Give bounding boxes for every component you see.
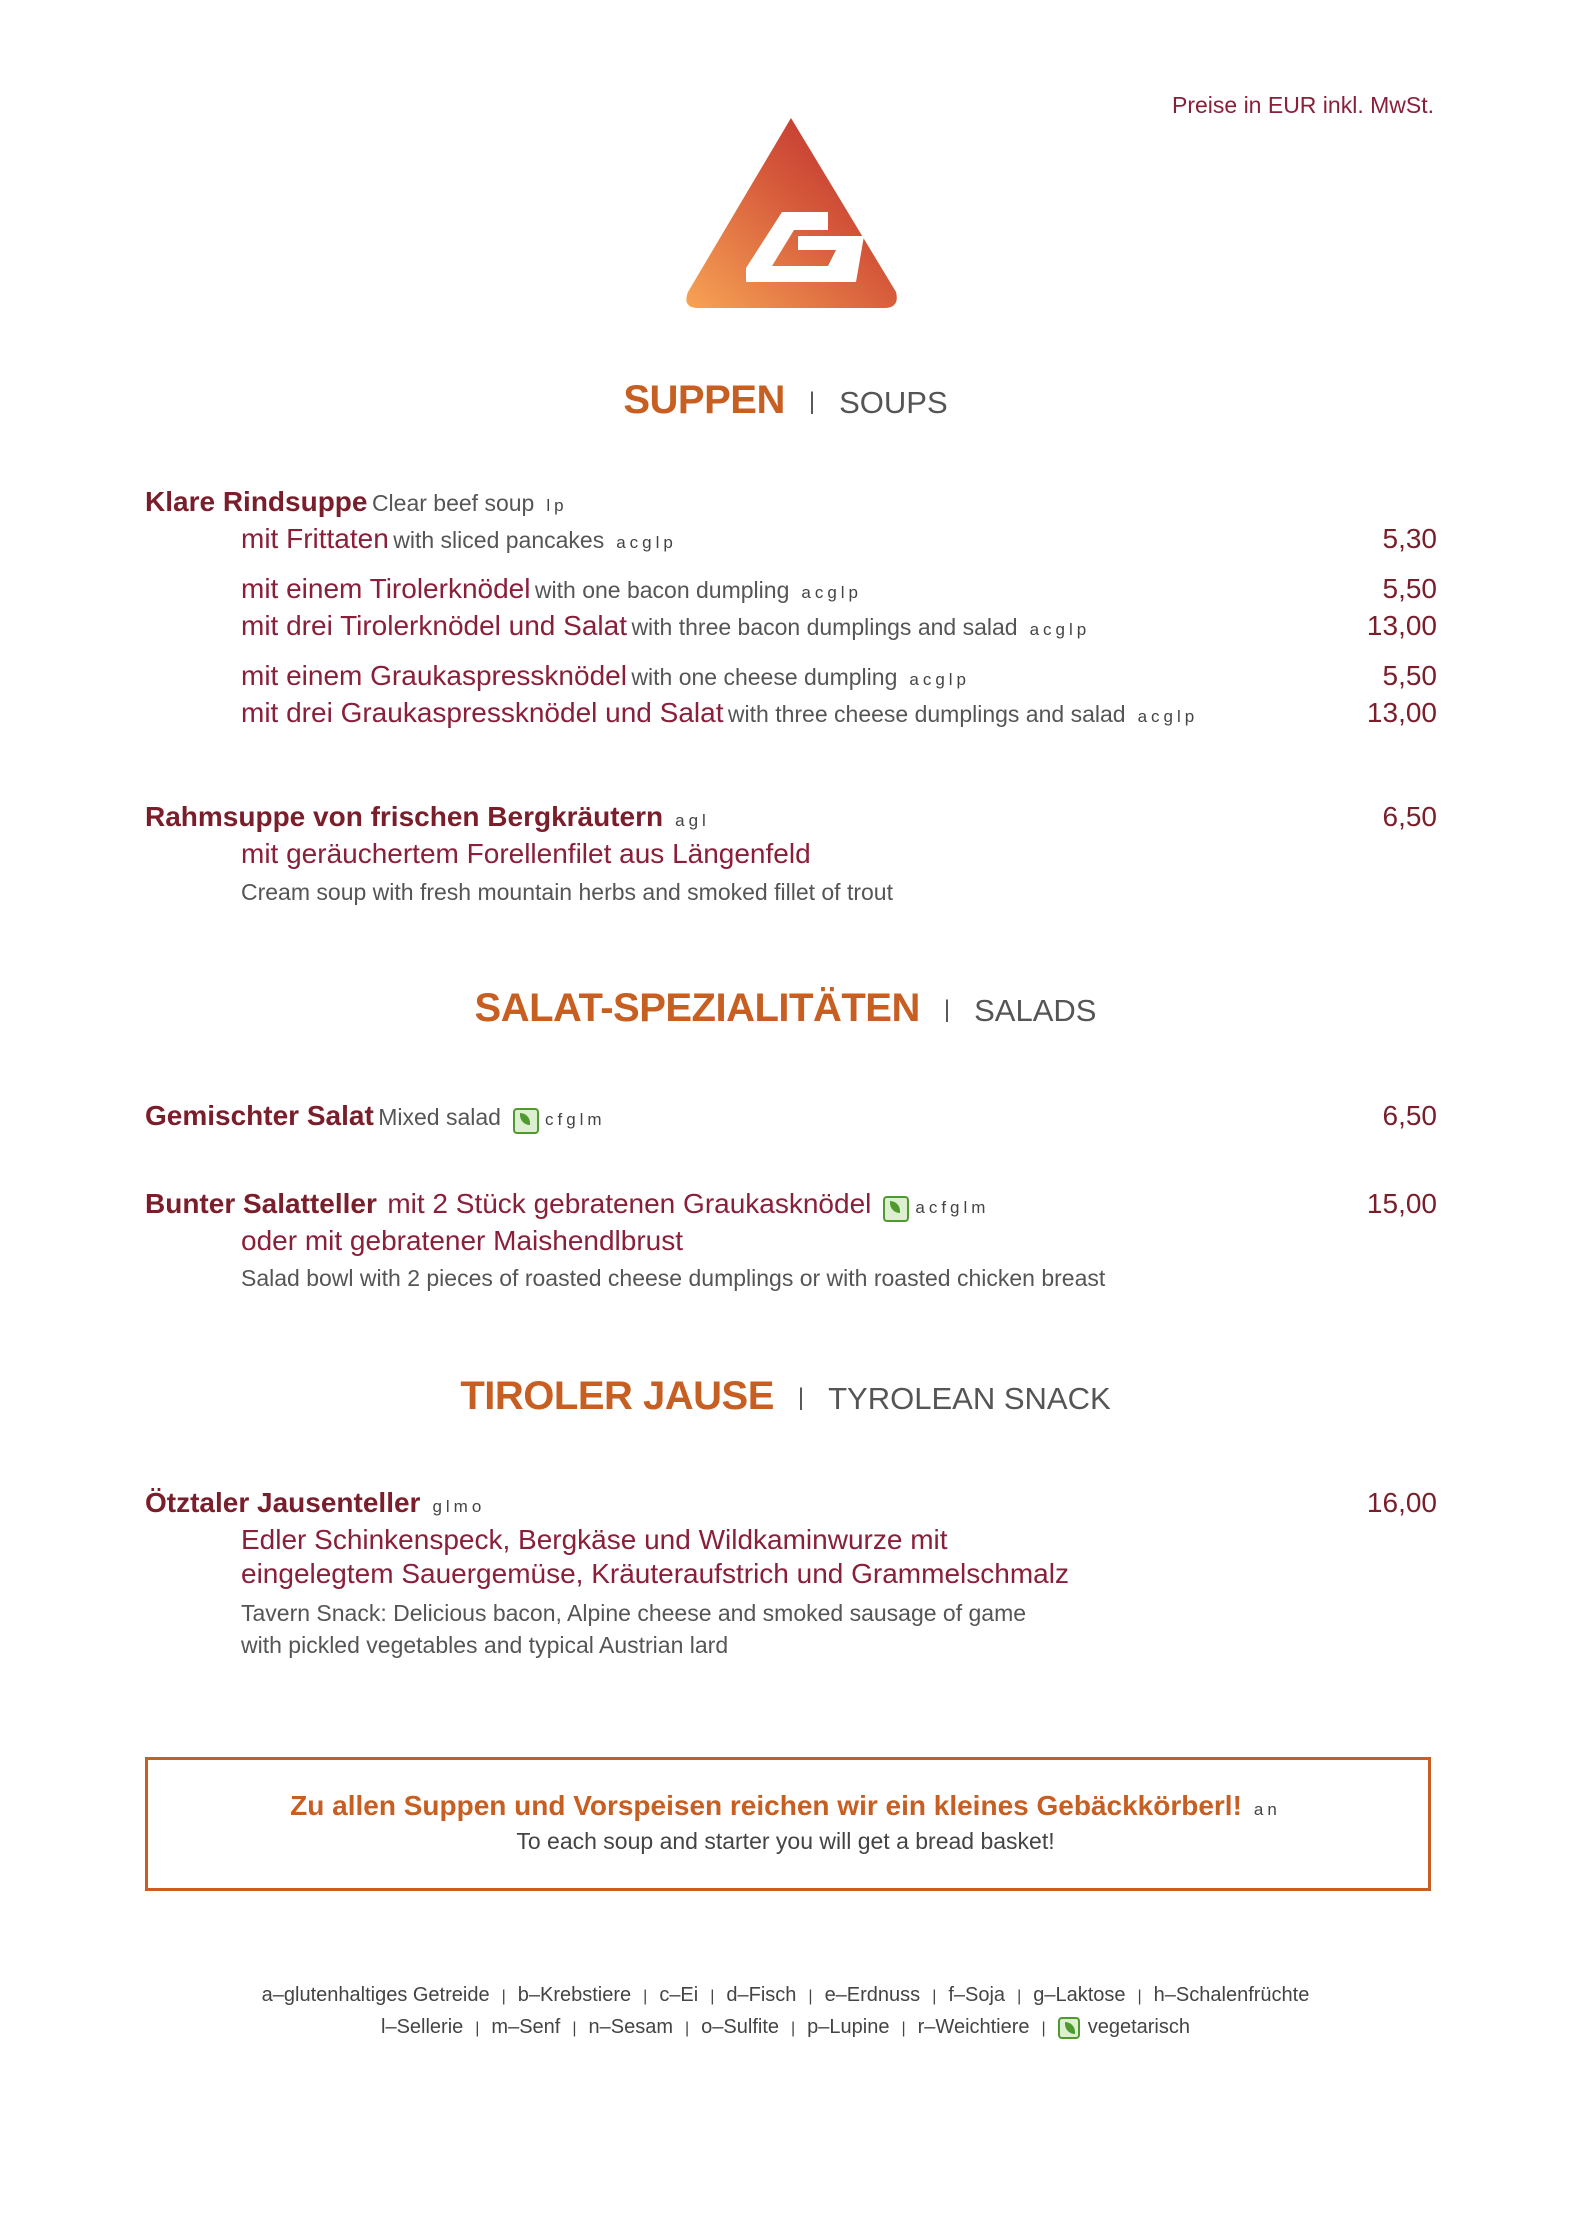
- legend-separator: |: [1137, 1988, 1142, 2005]
- item-sub-de: Edler Schinkenspeck, Bergkäse und Wildkaminwurze mit: [241, 1524, 948, 1555]
- item-name-de: Ötztaler Jausenteller: [145, 1487, 421, 1518]
- item-name-de: Bunter Salatteller: [145, 1188, 377, 1219]
- item-name-en: with one cheese dumpling: [631, 664, 898, 690]
- menu-item-tirolerknoedel-3: [241, 610, 1090, 642]
- item-desc-en: Cream soup with fresh mountain herbs and smoked fillet of trout: [241, 879, 893, 905]
- item-name-en: Mixed salad: [378, 1104, 501, 1130]
- item-name-de: mit einem Graukaspressknödel: [241, 660, 627, 691]
- item-name-de: mit drei Graukaspressknödel und Salat: [241, 697, 724, 728]
- bread-basket-notice: [145, 1757, 1431, 1891]
- legend-separator: |: [901, 2020, 906, 2037]
- section-snack-title: [0, 1374, 1571, 1419]
- price: 6,50: [1382, 1100, 1437, 1131]
- menu-item-mixed-salad: [145, 1100, 606, 1134]
- price: 13,00: [1366, 697, 1437, 728]
- item-desc-en: Tavern Snack: Delicious bacon, Alpine cheese and smoked sausage of game: [241, 1600, 1027, 1626]
- legend-separator: |: [685, 2020, 690, 2037]
- legend-item: l–Sellerie: [381, 2016, 464, 2038]
- legend-separator: |: [808, 1988, 813, 2005]
- section-salads-title: [0, 986, 1571, 1031]
- item-name-de: Rahmsuppe von frischen Bergkräutern: [145, 801, 664, 832]
- legend-item: a–glutenhaltiges Getreide: [261, 1984, 490, 2006]
- legend-separator: |: [1017, 1988, 1022, 2005]
- notice-de: Zu allen Suppen und Vorspeisen reichen wir ein kleines Gebäckkörberl!: [290, 1790, 1242, 1821]
- legend-separator: |: [1041, 2020, 1046, 2037]
- menu-item-cream-soup: [145, 801, 710, 833]
- item-name-de: Gemischter Salat: [145, 1100, 374, 1131]
- item-name-de: mit drei Tirolerknödel und Salat: [241, 610, 627, 641]
- legend-item: r–Weichtiere: [917, 2016, 1030, 2038]
- item-name-en: with three cheese dumplings and salad: [727, 701, 1126, 727]
- allergen-codes: lp: [546, 496, 568, 515]
- legend-item: c–Ei: [659, 1984, 699, 2006]
- item-desc-de: mit 2 Stück gebratenen Graukasknödel: [387, 1188, 872, 1219]
- allergen-codes: agl: [675, 811, 710, 830]
- item-name-en: with three bacon dumplings and salad: [631, 614, 1018, 640]
- section-separator: |: [943, 996, 951, 1023]
- section-title-de: SUPPEN: [623, 378, 785, 422]
- legend-item: o–Sulfite: [701, 2016, 780, 2038]
- section-title-en: TYROLEAN SNACK: [828, 1381, 1111, 1416]
- price: 16,00: [1366, 1487, 1437, 1518]
- legend-item: f–Soja: [948, 1984, 1006, 2006]
- section-separator: |: [797, 1384, 805, 1411]
- section-title-en: SALADS: [974, 993, 1097, 1028]
- legend-item: p–Lupine: [807, 2016, 890, 2038]
- allergen-codes: acglp: [1029, 620, 1091, 639]
- legend-item: e–Erdnuss: [824, 1984, 921, 2006]
- price: 13,00: [1366, 610, 1437, 641]
- allergen-codes: an: [1253, 1800, 1281, 1819]
- legend-separator: |: [791, 2020, 796, 2037]
- menu-item-beef-soup: [145, 486, 568, 518]
- item-name-de: mit einem Tirolerknödel: [241, 573, 531, 604]
- allergen-codes: acglp: [1137, 707, 1199, 726]
- item-name-en: Clear beef soup: [371, 490, 535, 516]
- allergen-codes: acglp: [909, 670, 970, 689]
- legend-item: n–Sesam: [588, 2016, 674, 2038]
- section-separator: |: [808, 388, 816, 415]
- vegetarian-icon: [1058, 2017, 1080, 2039]
- notice-text-en: To each soup and starter you will get a bread basket!: [516, 1828, 1055, 1854]
- section-title-en: SOUPS: [839, 385, 948, 420]
- item-sub-de: mit geräuchertem Forellenfilet aus Längenfeld: [241, 838, 811, 869]
- item-name-en: with one bacon dumpling: [534, 577, 790, 603]
- item-sub-de: eingelegtem Sauergemüse, Kräuteraufstrich und Grammelschmalz: [241, 1558, 1069, 1589]
- menu-item-graukas-3: [241, 697, 1198, 729]
- section-title-de: TIROLER JAUSE: [460, 1374, 774, 1418]
- logo: [678, 112, 904, 312]
- item-name-de: mit Frittaten: [241, 523, 389, 554]
- item-sub-de: oder mit gebratener Maishendlbrust: [241, 1225, 684, 1256]
- item-desc-en: Salad bowl with 2 pieces of roasted cheese dumplings or with roasted chicken breast: [241, 1265, 1106, 1291]
- menu-item-jausenteller: [145, 1487, 485, 1519]
- price: 5,30: [1382, 523, 1437, 554]
- prices-note: Preise in EUR inkl. MwSt.: [1171, 92, 1434, 118]
- legend-separator: |: [710, 1988, 715, 2005]
- legend-separator: |: [501, 1988, 506, 2005]
- legend-separator: |: [572, 2020, 577, 2037]
- allergen-codes: acglp: [616, 533, 677, 552]
- vegetarian-icon: [883, 1196, 909, 1222]
- vegetarian-icon: [513, 1108, 539, 1134]
- price: 15,00: [1366, 1188, 1437, 1219]
- allergen-legend-row-2: [0, 2016, 1571, 2039]
- price: 6,50: [1382, 801, 1437, 832]
- legend-item: b–Krebstiere: [517, 1984, 632, 2006]
- item-name-en: with sliced pancakes: [393, 527, 605, 553]
- allergen-codes: glmo: [432, 1497, 486, 1516]
- legend-item: h–Schalenfrüchte: [1153, 1984, 1310, 2006]
- price: 5,50: [1382, 573, 1437, 604]
- section-title-de: SALAT-SPEZIALITÄTEN: [474, 986, 920, 1030]
- section-soups-title: [0, 378, 1571, 423]
- notice-text-de: [0, 1790, 1571, 1822]
- menu-item-salad-bowl: [145, 1188, 989, 1222]
- legend-separator: |: [932, 1988, 937, 2005]
- allergen-codes: acglp: [801, 583, 862, 602]
- price: 5,50: [1382, 660, 1437, 691]
- legend-item-vegetarian: vegetarisch: [1087, 2016, 1190, 2038]
- legend-item: m–Senf: [491, 2016, 561, 2038]
- allergen-codes: acfglm: [915, 1198, 990, 1217]
- menu-item-graukas-1: [241, 660, 970, 692]
- legend-separator: |: [475, 2020, 480, 2037]
- allergen-legend-row-1: [0, 1984, 1571, 2007]
- legend-item: g–Laktose: [1033, 1984, 1126, 2006]
- allergen-codes: cfglm: [544, 1110, 606, 1129]
- item-name-de: Klare Rindsuppe: [145, 486, 368, 517]
- legend-item: d–Fisch: [726, 1984, 797, 2006]
- legend-separator: |: [643, 1988, 648, 2005]
- menu-item-frittaten: [241, 523, 677, 555]
- menu-item-tirolerknoedel-1: [241, 573, 862, 605]
- item-desc-en: with pickled vegetables and typical Austrian lard: [241, 1632, 729, 1658]
